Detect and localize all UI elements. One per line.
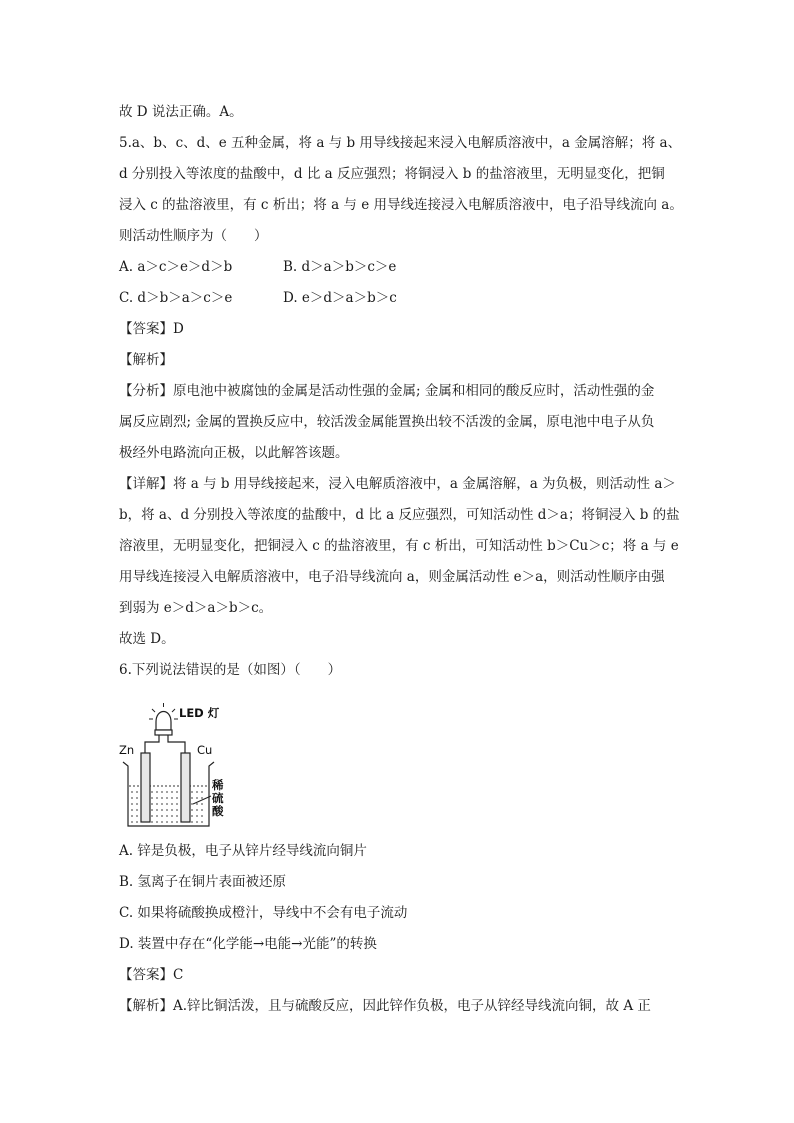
option-c: C. d＞b＞a＞c＞e (119, 290, 233, 306)
question-6: 6.下列说法错误的是（如图）（ ） (119, 662, 342, 678)
conclusion-5: 故选 D。 (119, 631, 175, 647)
led-label: LED 灯 (179, 706, 220, 720)
detail-line-2: b，将 a、d 分别投入等浓度的盐酸中，d 比 a 反应强烈，可知活动性 d＞a；将铜浸入 b 的盐 (119, 507, 680, 523)
q6-option-c: C. 如果将硫酸换成橙汁，导线中不会有电子流动 (119, 905, 408, 921)
question-5-line-4: 则活动性顺序为（ ） (119, 228, 268, 244)
explanation-heading: 【解析】 (119, 352, 173, 368)
cu-label: Cu (197, 743, 213, 757)
analysis-line-1: 【分析】原电池中被腐蚀的金属是活动性强的金属; 金属和相同的酸反应时，活动性强的金 (119, 383, 655, 399)
q6-option-d: D. 装置中存在“化学能→电能→光能”的转换 (119, 936, 377, 952)
analysis-line-2: 属反应剧烈; 金属的置换反应中，较活泼金属能置换出较不活泼的金属，原电池中电子从负 (119, 414, 655, 430)
galvanic-cell-diagram (119, 700, 259, 830)
question-5-line-2: d 分别投入等浓度的盐酸中，d 比 a 反应强烈；将铜浸入 b 的盐溶液里，无明显变化，把铜 (119, 166, 665, 182)
acid-label-3: 酸 (212, 804, 224, 818)
detail-line-5: 到弱为 e＞d＞a＞b＞c。 (119, 600, 273, 616)
detail-line-3: 溶液里，无明显变化，把铜浸入 c 的盐溶液里，有 c 析出，可知活动性 b＞Cu＞c；将 a 与 e (119, 538, 679, 554)
question-5-line-3: 浸入 c 的盐溶液里，有 c 析出；将 a 与 e 用导线连接浸入电解质溶液中，电子沿导线流向 a。 (119, 197, 683, 213)
option-a: A. a＞c＞e＞d＞b (119, 259, 233, 275)
q6-option-a: A. 锌是负极，电子从锌片经导线流向铜片 (119, 843, 367, 859)
explanation-6-line-1: 【解析】A.锌比铜活泼，且与硫酸反应，因此锌作负极，电子从锌经导线流向铜，故 A 正 (119, 998, 651, 1014)
option-d: D. e＞d＞a＞b＞c (283, 290, 397, 306)
detail-line-1: 【详解】将 a 与 b 用导线接起来，浸入电解质溶液中，a 金属溶解，a 为负极，则活动性 a＞ (119, 476, 676, 492)
answer-6: 【答案】C (119, 967, 184, 983)
option-b: B. d＞a＞b＞c＞e (283, 259, 397, 275)
detail-line-4: 用导线连接浸入电解质溶液中，电子沿导线流向 a，则金属活动性 e＞a，则活动性顺序由强 (119, 569, 665, 585)
acid-label-2: 硫 (212, 791, 224, 805)
answer-5: 【答案】D (119, 321, 184, 337)
zn-label: Zn (119, 743, 135, 757)
acid-label-1: 稀 (212, 778, 224, 792)
q6-option-b: B. 氢离子在铜片表面被还原 (119, 874, 287, 890)
text-line: 故 D 说法正确。A。 (119, 104, 243, 120)
analysis-line-3: 极经外电路流向正极，以此解答该题。 (119, 445, 349, 461)
question-5-line-1: 5.a、b、c、d、e 五种金属，将 a 与 b 用导线接起来浸入电解质溶液中，a 金属溶解；将 a、 (119, 135, 682, 151)
